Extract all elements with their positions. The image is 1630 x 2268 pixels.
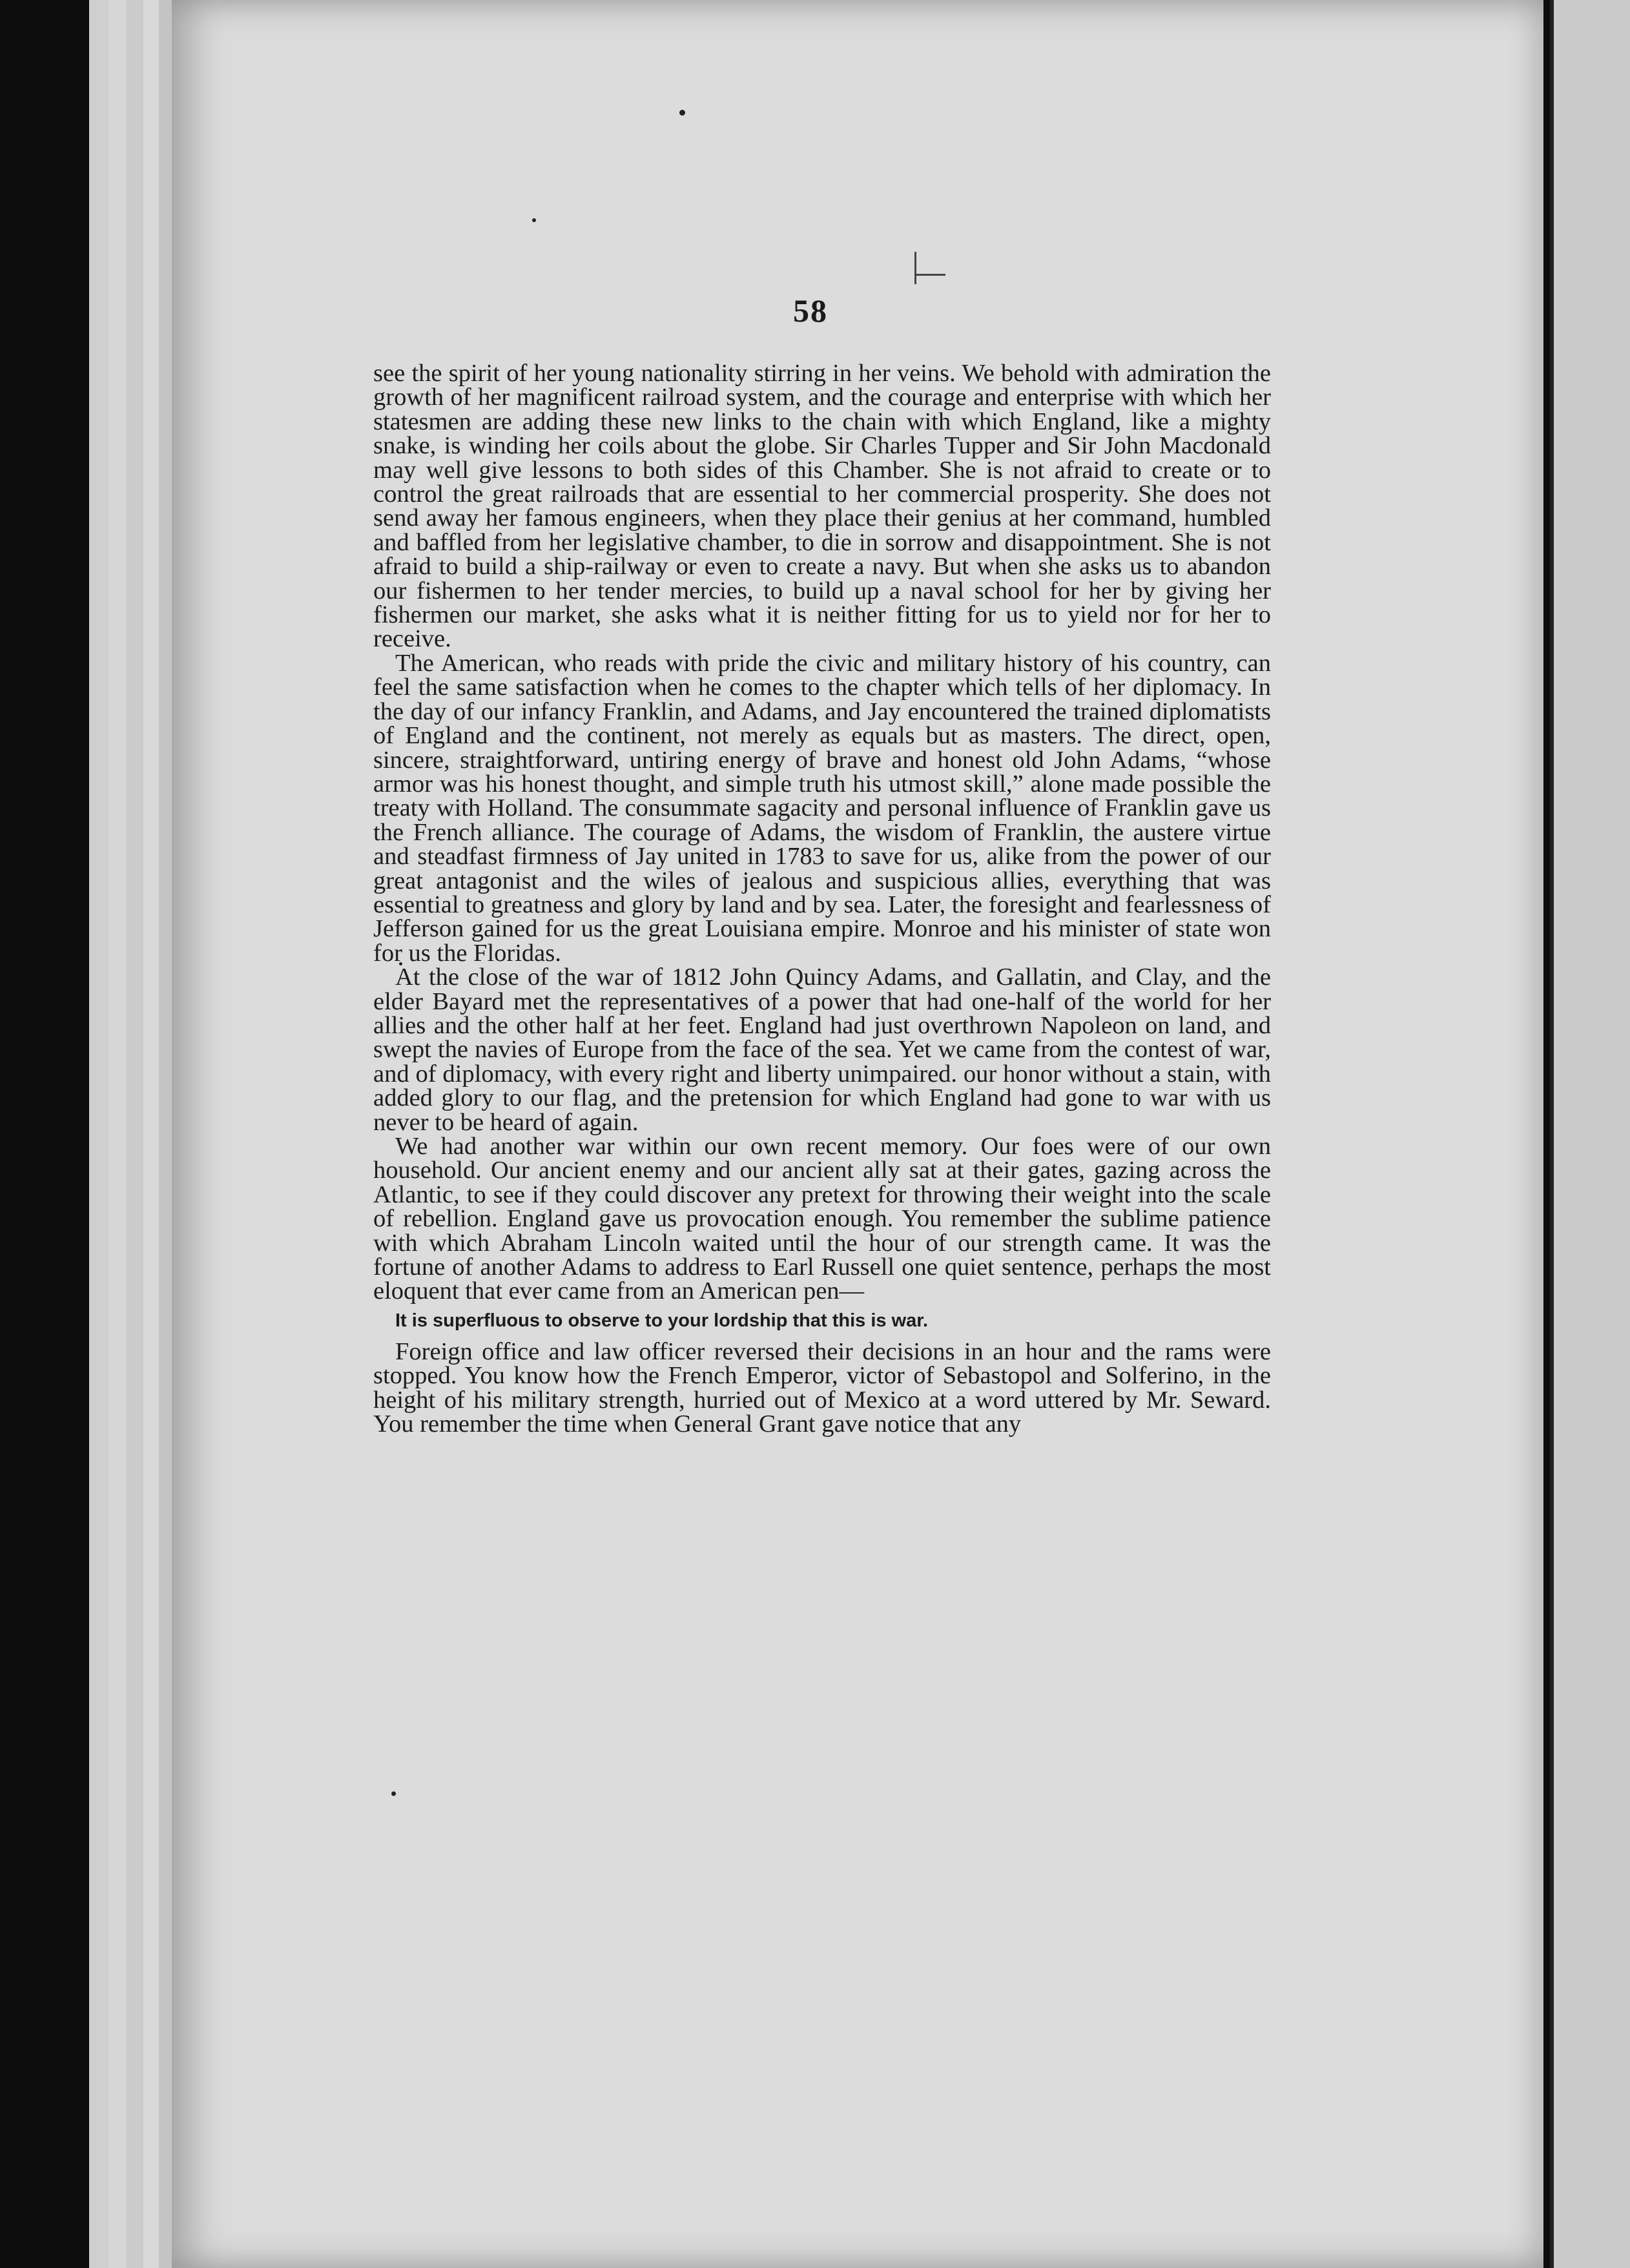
paragraph: At the close of the war of 1812 John Quincy Adams, and Gallatin, and Clay, and the elder Bayard met the representatives of a power that had one-half of the world for her allies and the other half at her feet. England had just overthrown Napoleon on land, and swept the navies of Europe from the face of the sea. Yet we came from the contest of war, and of diplomacy, with every right and liberty unimpaired. our honor without a stain, with added glory to our flag, and the pretension for which England had gone to war with us never to be heard of again. <box>373 964 1271 1136</box>
body-text <box>373 362 1271 1436</box>
paragraph: The American, who reads with pride the civic and military history of his country, can feel the same satisfaction when he comes to the chapter which tells of her diplomacy. In the day of our infancy Franklin, and Adams, and Jay encountered the trained diplomatists of England and the continent, not merely as equals but as masters. The direct, open, sincere, straightforward, untiring energy of brave and honest old John Adams, “whose armor was his honest thought, and simple truth his utmost skill,” alone made possible the treaty with Holland. The consummate sagacity and personal influence of Franklin gave us the French alliance. The courage of Adams, the wisdom of Franklin, the austere virtue and steadfast firmness of Jay united in 1783 to save for us, alike from the power of our great antagonist and the wiles of jealous and suspicious allies, everything that was essential to greatness and glory by land and by sea. Later, the foresight and fearlessness of Jefferson gained for us the great Louisiana empire. Monroe and his minister of state won for us the Floridas. <box>373 649 1271 967</box>
scan-speck <box>914 274 945 276</box>
paragraph: Foreign office and law officer reversed their decisions in an hour and the rams were stopped. You know how the French Emperor, victor of Sebastopol and Solferino, in the height of his military strength, hurried out of Mexico at a word uttered by Mr. Seward. You remember the time when General Grant gave notice that any <box>373 1337 1271 1438</box>
page-number: 58 <box>793 293 828 329</box>
scan-speck <box>391 1791 396 1796</box>
facing-page-edge <box>1550 0 1630 2268</box>
scan-speck <box>679 110 685 116</box>
page-edge <box>89 0 110 2268</box>
scan-speck <box>914 252 916 284</box>
paragraph: see the spirit of her young nationality stirring in her veins. We behold with admiration the growth of her magnificent railroad system, and the courage and enterprise with which her statesmen are adding these new links to the chain with which England, like a mighty snake, is winding her coils about the globe. Sir Charles Tupper and Sir John Macdonald may well give lessons to both sides of this Chamber. She is not afraid to create or to control the great railroads that are essential to her commercial prosperity. She does not send away her famous engineers, when they place their genius at her command, humbled and baffled from her legislative chamber, to die in sorrow and disappointment. She is not afraid to build a ship-railway or even to create a navy. But when she asks us to abandon our fishermen to her tender mercies, to build up a naval school for her by giving her fishermen our market, she asks what it is neither fitting for us to yield nor for her to receive. <box>373 360 1271 653</box>
block-quote: It is superfluous to observe to your lordship that this is war. <box>395 1310 929 1331</box>
page-edge <box>108 0 129 2268</box>
page-edge <box>127 0 145 2268</box>
page-edge <box>143 0 161 2268</box>
scan-speck <box>532 218 536 222</box>
paragraph: We had another war within our own recent memory. Our foes were of our own household. Our ancient enemy and our ancient ally sat at their gates, gazing across the Atlantic, to see if they could discover any pretext for throwing their weight into the scale of rebellion. England gave us provocation enough. You remember the sublime patience with which Abraham Lincoln waited until the hour of our strength came. It was the fortune of another Adams to address to Earl Russell one quiet sentence, perhaps the most eloquent that ever came from an American pen— <box>373 1133 1271 1305</box>
